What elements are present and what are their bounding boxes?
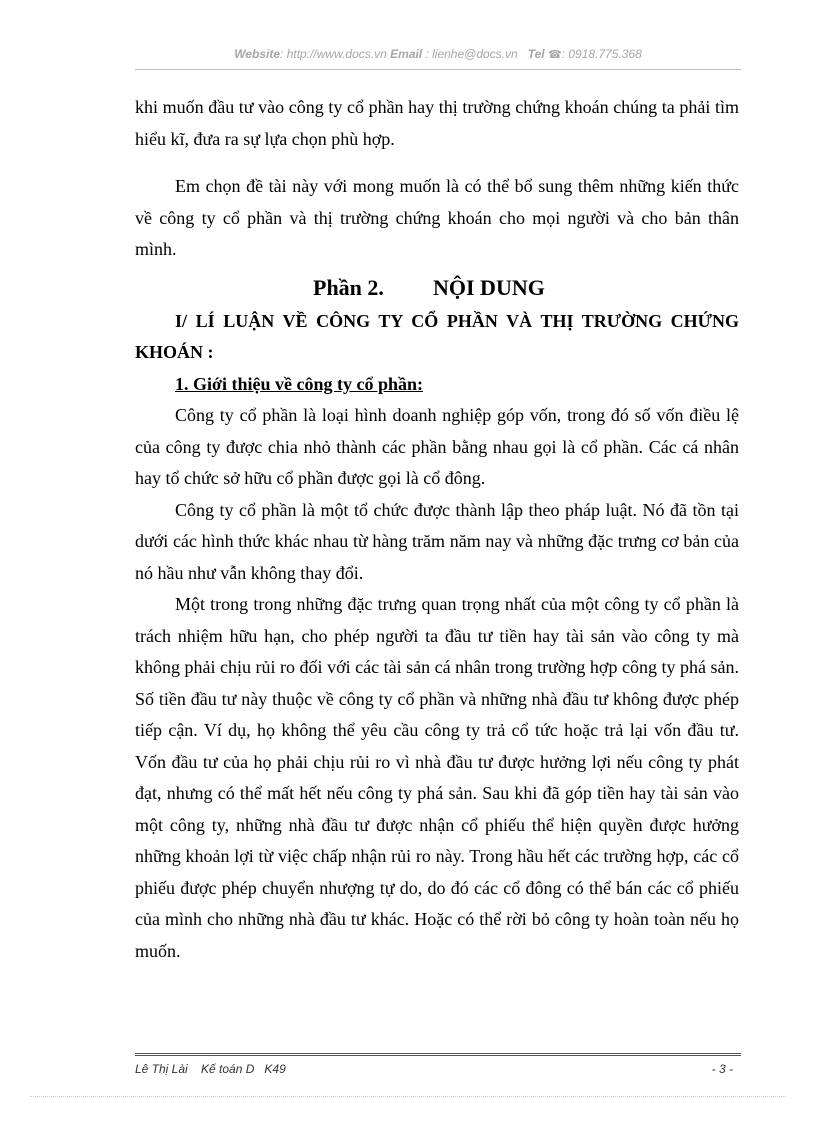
phone-icon: ☎ [547,49,562,61]
email-label: Email [390,47,423,61]
website-label: Website [234,47,281,61]
page-number: - 3 - [711,1062,733,1076]
email-value: : lienhe@docs.vn [422,47,518,61]
section-title: I/ LÍ LUẬN VỀ CÔNG TY CỔ PHẦN VÀ THỊ TRƯỜNG CHỨNG KHOÁN : [135,310,739,362]
page-bottom-border [30,1096,786,1097]
page-header [135,47,741,70]
part-name: NỘI DUNG [433,274,545,300]
paragraph: Một trong trong những đặc trưng quan trọng nhất của một công ty cổ phần là trách nhiệm hữu hạn, cho phép người ta đầu tư tiền hay tài sản vào công ty mà không phải chịu rủi ro đối với các tài sản cá nhân trong trường hợp công ty phá sản. Số tiền đầu tư này thuộc về công ty cổ phần và những nhà đầu tư không được phép tiếp cận. Ví dụ, họ không thể yêu cầu công ty trả cổ tức hoặc trả lại vốn đầu tư. Vốn đầu tư của họ phải chịu rủi ro vì nhà đầu tư được hưởng lợi nếu công ty phát đạt, nhưng có thể mất hết nếu công ty phá sản. Sau khi đã góp tiền hay tài sản vào một công ty, những nhà đầu tư được nhận cổ phiếu thể hiện quyền được hưởng những khoản lợi từ việc chấp nhận rủi ro này. Trong hầu hết các trường hợp, các cổ phiếu được phép chuyển nhượng tự do, do đó các cổ đông có thể bán các cổ phiếu của mình cho những nhà đầu tư khác. Hoặc có thể rời bỏ công ty hoàn toàn nếu họ muốn. [135,594,739,961]
website-value: : http://www.docs.vn [280,47,387,61]
paragraph: Công ty cổ phần là một tổ chức được thành lập theo pháp luật. Nó đã tồn tại dưới các hình thức khác nhau từ hàng trăm năm nay và những đặc trưng cơ bản của nó hầu như vẫn không thay đổi. [135,499,739,583]
document-body [135,92,739,967]
footer-author: Lê Thị Lài Kế toán D K49 [135,1062,286,1076]
part-number: Phần 2. [313,274,384,300]
paragraph: Công ty cổ phần là loại hình doanh nghiệp góp vốn, trong đó số vốn điều lệ của công ty được chia nhỏ thành các phần bằng nhau gọi là cổ phần. Các cá nhân hay tổ chức sở hữu cổ phần được gọi là cổ đông. [135,405,739,488]
paragraph: Em chọn đề tài này với mong muốn là có thể bổ sung thêm những kiến thức về công ty cổ phần và thị trường chứng khoán cho mọi người và cho bản thân mình. [135,176,739,259]
paragraph: khi muốn đầu tư vào công ty cổ phần hay thị trường chứng khoán chúng ta phải tìm hiểu kĩ, đưa ra sự lựa chọn phù hợp. [135,97,739,149]
part-heading [135,270,739,306]
tel-value: : 0918.775.368 [561,47,642,61]
subsection-title: 1. Giới thiệu về công ty cổ phần: [175,373,423,394]
tel-label: Tel [527,47,545,61]
footer-rule [135,1053,741,1056]
subsection-title-line [135,369,739,401]
